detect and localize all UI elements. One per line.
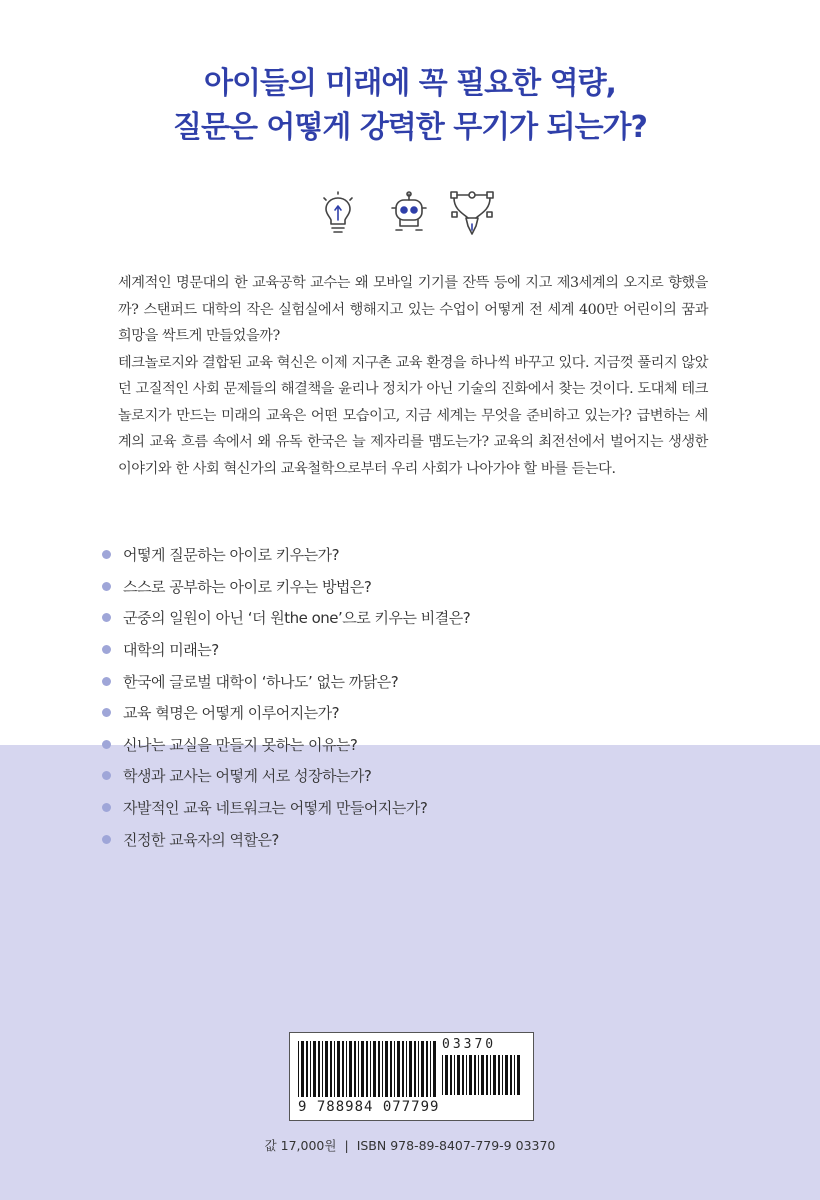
barcode-bar [390, 1041, 392, 1097]
question-text: 자발적인 교육 네트워크는 어떻게 만들어지는가? [123, 799, 428, 818]
barcode-bar [442, 1055, 443, 1095]
barcode-bar [301, 1041, 304, 1097]
barcode-bar [510, 1055, 512, 1095]
bullet-icon [102, 582, 111, 591]
barcode-bar [318, 1041, 320, 1097]
bullet-icon [102, 613, 111, 622]
list-item [102, 602, 470, 634]
barcode-bar [394, 1041, 395, 1097]
barcode-bar [385, 1041, 388, 1097]
question-text: 한국에 글로벌 대학이 ‘하나도’ 없는 까닭은? [123, 672, 399, 691]
barcode-bar [366, 1041, 368, 1097]
bullet-icon [102, 771, 111, 780]
price-text: 값 17,000원 [264, 1138, 337, 1153]
barcode-bar [478, 1055, 479, 1095]
barcode-bar [414, 1041, 416, 1097]
barcode-bar [421, 1041, 424, 1097]
barcode-bar [474, 1055, 476, 1095]
list-item [102, 823, 470, 855]
barcode-bar [454, 1055, 455, 1095]
bullet-icon [102, 645, 111, 654]
barcode-bar [450, 1055, 452, 1095]
barcode-bar [514, 1055, 515, 1095]
body-paragraph-2: 테크놀로지와 결합된 교육 혁신은 이제 지구촌 교육 환경을 하나씩 바꾸고 있다. 지금껏 풀리지 않았던 고질적인 사회 문제들의 해결책을 윤리나 정치가 아닌 기술의 진화에서 찾는 것이다. 도대체 테크놀로지가 만드는 미래의 교육은 어떤 모습이고, 지금 세계는 무엇을 준비하고 있는가? 급변하는 세계의 교육 흐름 속에서 왜 유독 한국은 늘 제자리를 맴도는가? 교육의 최전선에서 벌어지는 생생한 이야기와 한 사회 혁신가의 교육철학으로부터 우리 사회가 나아가야 할 바를 듣는다. [118, 354, 708, 477]
barcode-bar [373, 1041, 376, 1097]
barcode-bar [430, 1041, 431, 1097]
barcode-bar [433, 1041, 436, 1097]
body-paragraph-1: 세계적인 명문대의 한 교육공학 교수는 왜 모바일 기기를 잔뜩 등에 지고 제3세계의 오지로 향했을까? 스탠퍼드 대학의 작은 실험실에서 행해지고 있는 수업이 어떻게 전 세계 400만 어린이의 꿈과 희망을 싹트게 만들었을까? [118, 275, 708, 344]
bullet-icon [102, 803, 111, 812]
barcode-bar [502, 1055, 503, 1095]
barcode-bar [358, 1041, 359, 1097]
barcode-bar [313, 1041, 316, 1097]
barcode-bar [370, 1041, 371, 1097]
barcode-bar [418, 1041, 419, 1097]
list-item [102, 697, 470, 729]
question-list [102, 539, 470, 855]
list-item [102, 571, 470, 603]
icon-row [318, 190, 508, 236]
body-text [118, 270, 708, 482]
barcode-bar [346, 1041, 347, 1097]
barcode-bar [493, 1055, 496, 1095]
barcode-bar [481, 1055, 484, 1095]
list-item [102, 539, 470, 571]
barcode-bar [361, 1041, 364, 1097]
question-text: 어떻게 질문하는 아이로 키우는가? [123, 546, 340, 565]
price-isbn-line [0, 1136, 820, 1154]
question-text: 교육 혁명은 어떻게 이루어지는가? [123, 704, 340, 723]
lightbulb-icon [318, 190, 358, 236]
barcode-bar [337, 1041, 340, 1097]
barcode-bar [330, 1041, 332, 1097]
barcode-bar [505, 1055, 508, 1095]
barcode-bar [469, 1055, 472, 1095]
barcode-bar [334, 1041, 335, 1097]
barcode-bar [342, 1041, 344, 1097]
barcode-box [289, 1032, 534, 1121]
barcode-bar [445, 1055, 448, 1095]
barcode-bar [382, 1041, 383, 1097]
barcode-bar [402, 1041, 404, 1097]
barcode-bar [498, 1055, 500, 1095]
isbn-text: ISBN 978-89-8407-779-9 03370 [356, 1138, 556, 1153]
robot-icon [388, 190, 430, 236]
barcode-bar [409, 1041, 412, 1097]
question-text: 대학의 미래는? [123, 641, 219, 660]
bullet-icon [102, 550, 111, 559]
barcode-bar [406, 1041, 407, 1097]
barcode-bar [462, 1055, 464, 1095]
barcode-bar [397, 1041, 400, 1097]
barcode-bar [466, 1055, 467, 1095]
bullet-icon [102, 708, 111, 717]
question-text: 신나는 교실을 만들지 못하는 이유는? [123, 735, 358, 754]
barcode-bar [517, 1055, 520, 1095]
pen-tool-icon [450, 190, 494, 236]
list-item [102, 665, 470, 697]
list-item [102, 729, 470, 761]
headline [0, 62, 820, 150]
headline-line-1: 아이들의 미래에 꼭 필요한 역량, [204, 66, 616, 101]
list-item [102, 760, 470, 792]
bullet-icon [102, 677, 111, 686]
barcode-bar [490, 1055, 491, 1095]
bullet-icon [102, 835, 111, 844]
barcode-bar [378, 1041, 380, 1097]
barcode-bar [486, 1055, 488, 1095]
barcode-bar [349, 1041, 352, 1097]
barcode-isbn-number: 9 788984 077799 [298, 1099, 440, 1115]
question-text: 학생과 교사는 어떻게 서로 성장하는가? [123, 767, 372, 786]
question-text: 진정한 교육자의 역할은? [123, 830, 279, 849]
barcode-bar [426, 1041, 428, 1097]
barcode-addon-number: 03370 [442, 1037, 497, 1052]
barcode-bar [325, 1041, 328, 1097]
addon-barcode [442, 1055, 524, 1095]
price-separator: | [344, 1138, 349, 1153]
barcode-bar [310, 1041, 311, 1097]
headline-line-2: 질문은 어떻게 강력한 무기가 되는가? [173, 110, 647, 145]
barcode-bar [322, 1041, 323, 1097]
bullet-icon [102, 740, 111, 749]
barcode-bar [298, 1041, 299, 1097]
barcode-bar [354, 1041, 356, 1097]
barcode-bar [306, 1041, 308, 1097]
barcode-bar [457, 1055, 460, 1095]
isbn-barcode [298, 1041, 436, 1097]
list-item [102, 792, 470, 824]
question-text: 스스로 공부하는 아이로 키우는 방법은? [123, 577, 372, 596]
list-item [102, 634, 470, 666]
question-text: 군중의 일원이 아닌 ‘더 원the one’으로 키우는 비결은? [123, 609, 471, 628]
